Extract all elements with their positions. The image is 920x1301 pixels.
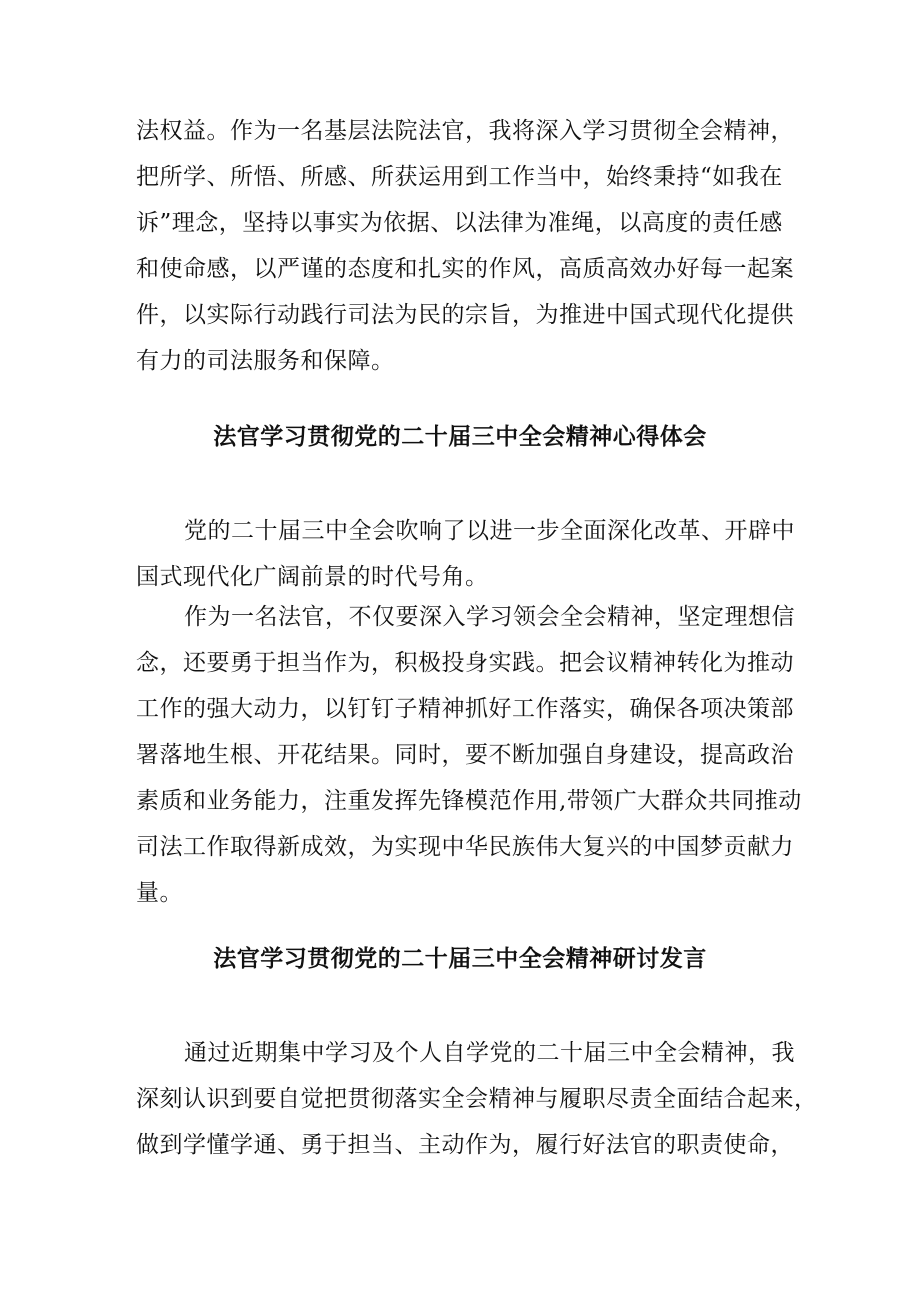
text-line: 念，还要勇于担当作为，积极投身实践。把会议精神转化为推动 [136,650,794,676]
section1-title: 法官学习贯彻党的二十届三中全会精神心得体会 [213,423,707,450]
text-line: 国式现代化广阔前景的时代号角。 [136,564,489,590]
text-line: 和使命感，以严谨的态度和扎实的作风，高质高效办好每一起案 [136,256,794,282]
text-line: 作为一名法官，不仅要深入学习领会全会精神，坚定理想信 [184,604,795,630]
section2-title: 法官学习贯彻党的二十届三中全会精神研讨发言 [213,945,707,972]
text-line: 量。 [136,880,183,906]
text-line: 法权益。作为一名基层法院法官，我将深入学习贯彻全会精神， [136,118,794,144]
text-line: 素质和业务能力，注重发挥先锋模范作用,带领广大群众共同推动 [136,788,802,814]
text-line: 有力的司法服务和保障。 [136,348,395,374]
section1-paragraph-1 [136,508,796,600]
section2-paragraph-1 [136,1030,818,1168]
text-line: 深刻认识到要自觉把贯彻落实全会精神与履职尽责全面结合起来， [136,1086,818,1112]
text-line: 工作的强大动力，以钉钉子精神抓好工作落实，确保各项决策部 [136,696,794,722]
text-line: 做到学懂学通、勇于担当、主动作为，履行好法官的职责使命， [136,1132,794,1158]
text-line: 件，以实际行动践行司法为民的宗旨，为推进中国式现代化提供 [136,302,794,328]
text-line: 把所学、所悟、所感、所获运用到工作当中，始终秉持“如我在 [136,164,783,190]
section1-paragraph-2 [136,594,802,916]
text-line: 诉”理念，坚持以事实为依据、以法律为准绳，以高度的责任感 [136,210,783,236]
intro-paragraph [136,108,796,384]
text-line: 党的二十届三中全会吹响了以进一步全面深化改革、开辟中 [184,518,795,544]
text-line: 通过近期集中学习及个人自学党的二十届三中全会精神，我 [184,1040,795,1066]
text-line: 署落地生根、开花结果。同时，要不断加强自身建设，提高政治 [136,742,794,768]
text-line: 司法工作取得新成效，为实现中华民族伟大复兴的中国梦贡献力 [136,834,794,860]
